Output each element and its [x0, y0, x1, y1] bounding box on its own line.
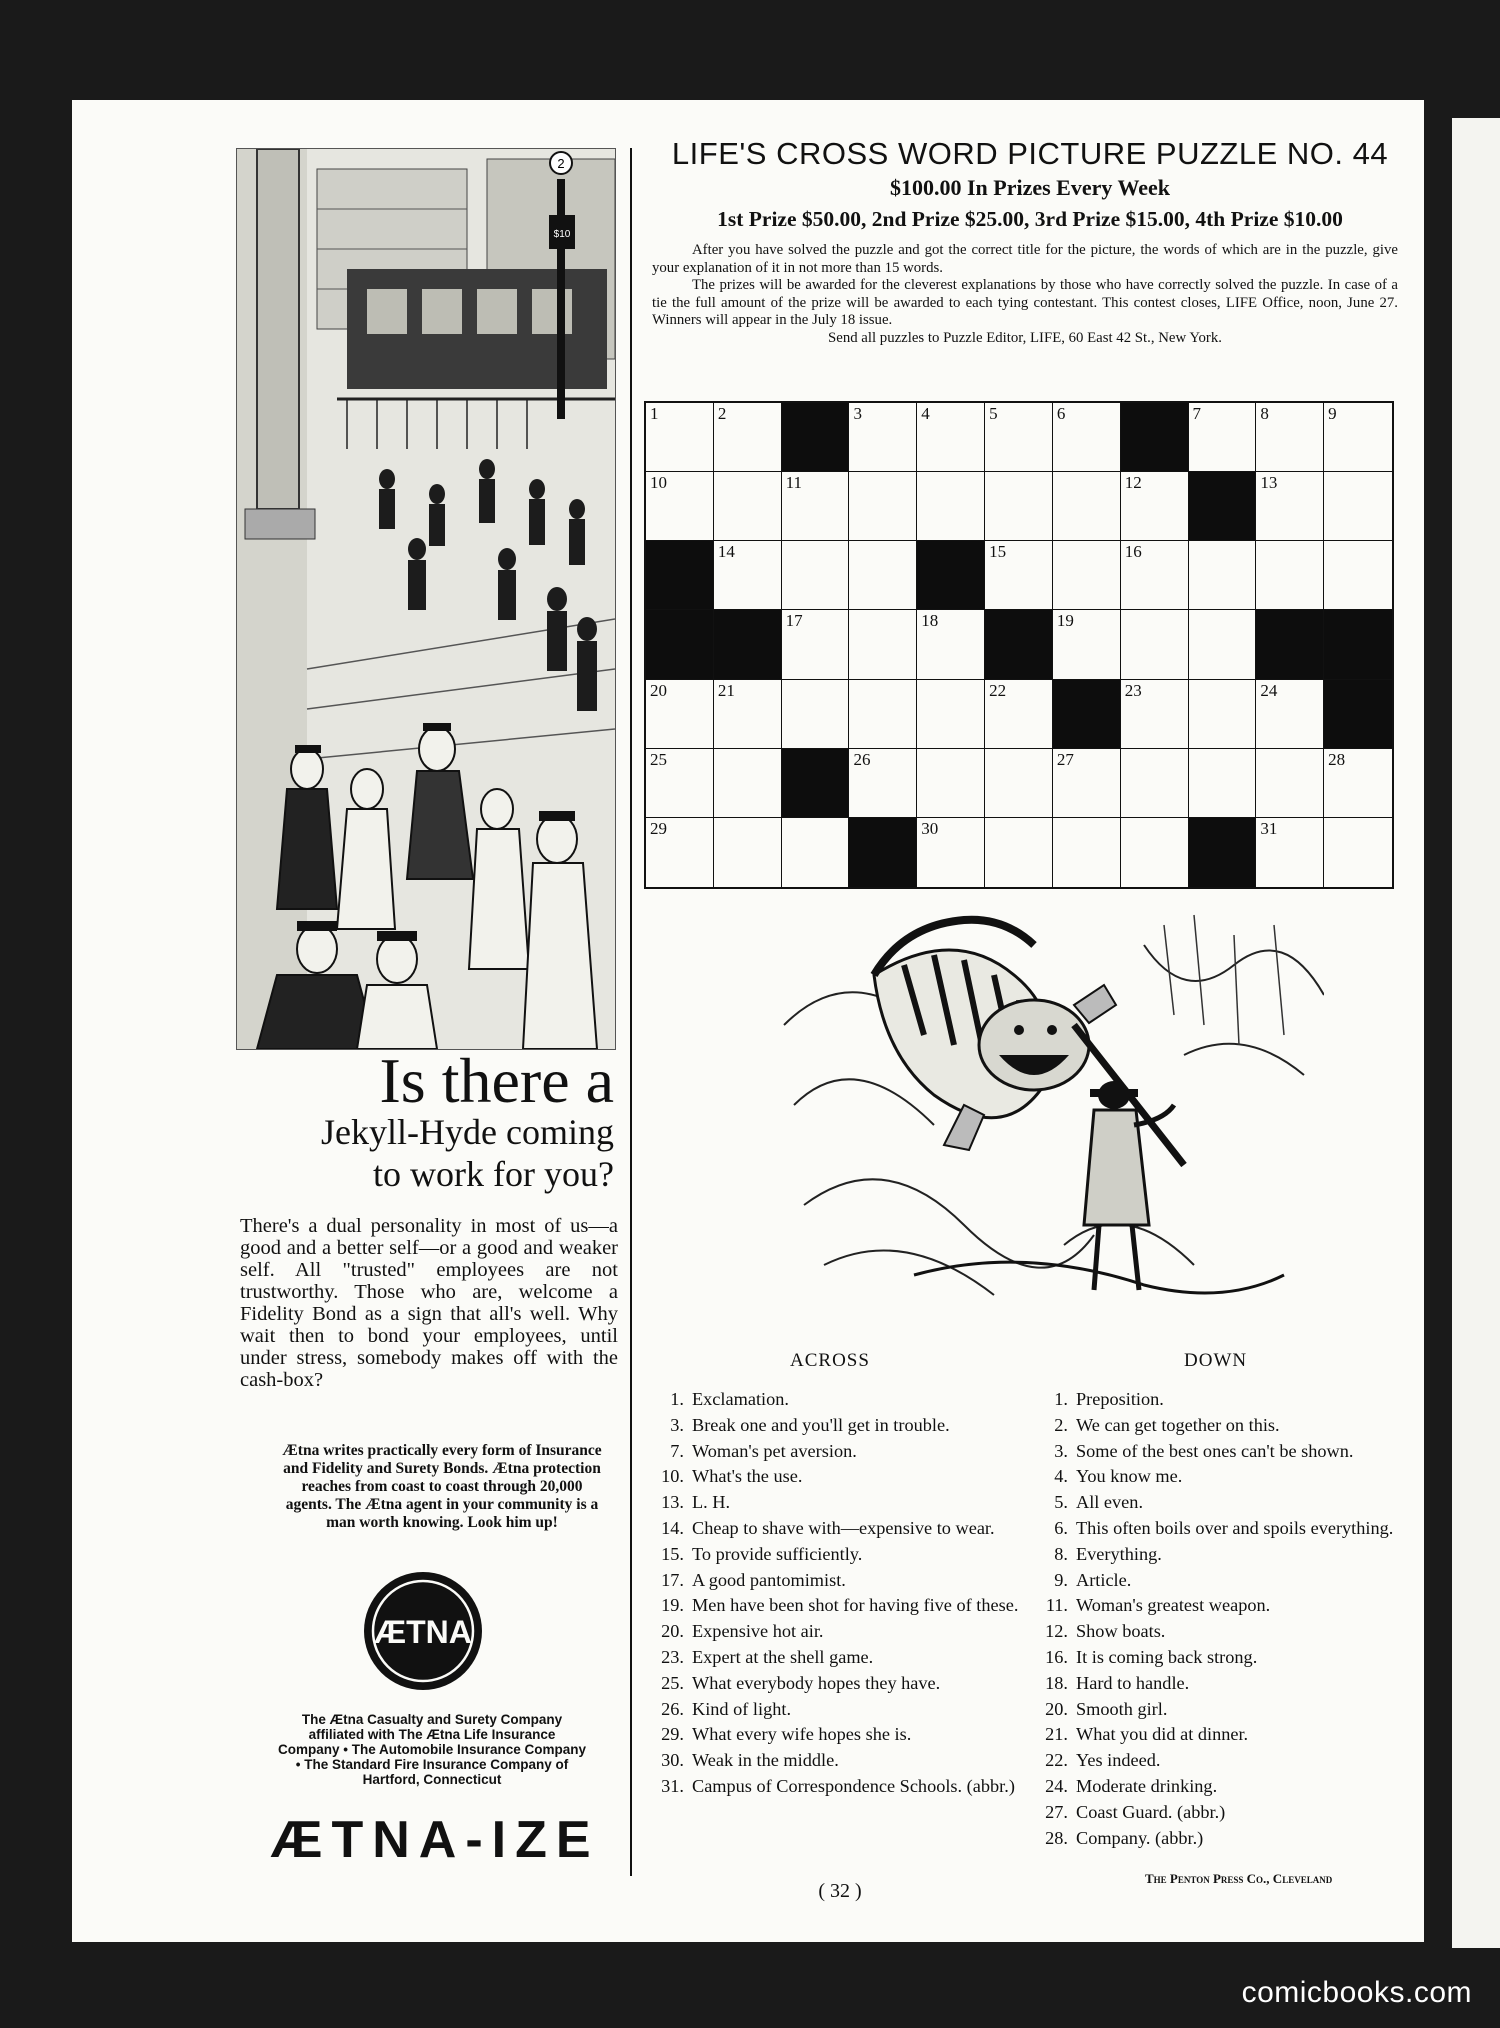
grid-cell-number: 28: [1328, 749, 1346, 769]
down-heading: DOWN: [1184, 1350, 1248, 1371]
grid-cell-number: 21: [717, 680, 735, 700]
clue-text: L. H.: [692, 1492, 731, 1513]
clue-number: 28.: [1045, 1827, 1068, 1848]
grid-cell-number: 30: [921, 818, 939, 838]
clue-number: 27.: [1045, 1801, 1068, 1822]
across-clue: [646, 1464, 1024, 1490]
grid-cell[interactable]: [917, 610, 985, 679]
clue-text: Moderate drinking.: [1076, 1775, 1218, 1796]
down-clue: [1030, 1464, 1410, 1490]
clue-text: You know me.: [1076, 1466, 1183, 1487]
down-clue: [1030, 1748, 1410, 1774]
across-clue: [646, 1439, 1024, 1465]
across-clues: [646, 1387, 1024, 1800]
grid-cell[interactable]: [714, 749, 782, 818]
clue-number: 6.: [1054, 1517, 1068, 1538]
across-clue: [646, 1697, 1024, 1723]
grid-cell[interactable]: [714, 403, 782, 472]
down-clue: [1030, 1593, 1410, 1619]
grid-black-square: [1324, 680, 1392, 749]
clue-number: 24.: [1045, 1775, 1068, 1796]
across-clue: [646, 1387, 1024, 1413]
grid-cell[interactable]: [1189, 403, 1257, 472]
grid-cell-number: 29: [650, 818, 667, 838]
across-clue: [646, 1593, 1024, 1619]
grid-cell-number: 4: [921, 404, 930, 423]
ad-body-copy: There's a dual personality in most of us—a good and a better self—or a good and weaker self. All "trusted" employees are not trustworthy. Those who are, welcome a Fidelity Bond as a sign that all's well. Why wait then to bond your employees, until under stress, somebody makes off with the cash-box?: [240, 1215, 618, 1391]
clue-number: 20.: [1045, 1698, 1068, 1719]
clue-number: 7.: [670, 1440, 684, 1461]
clue-text: Expert at the shell game.: [692, 1646, 874, 1667]
down-clue: [1030, 1542, 1410, 1568]
puzzle-title: LIFE'S CROSS WORD PICTURE PUZZLE NO. 44: [671, 136, 1389, 171]
grid-cell-number: 31: [1260, 818, 1278, 838]
grid-cell[interactable]: [849, 403, 917, 472]
logo-text: ÆTNA: [374, 1614, 472, 1650]
grid-cell[interactable]: [1324, 818, 1392, 887]
grid-black-square: [1189, 472, 1257, 541]
grid-cell[interactable]: [714, 541, 782, 610]
ad-secondary-copy: Ætna writes practically every form of Insurance and Fidelity and Surety Bonds. Ætna protection reaches from coast to coast through 20,000 agents. The Ætna agent in your community is a man worth knowing. Look him up!: [282, 1442, 602, 1531]
clue-number: 25.: [661, 1672, 684, 1693]
grid-cell-number: 25: [650, 749, 667, 769]
grid-cell[interactable]: [1121, 680, 1189, 749]
grid-black-square: [714, 610, 782, 679]
clue-number: 1.: [670, 1389, 684, 1409]
grid-black-square: [1189, 818, 1257, 887]
down-clue: [1030, 1800, 1410, 1826]
across-clue: [646, 1671, 1024, 1697]
grid-cell[interactable]: [1053, 749, 1121, 818]
clue-text: Article.: [1076, 1569, 1132, 1590]
clue-text: A good pantomimist.: [692, 1569, 846, 1590]
across-clue: [646, 1645, 1024, 1671]
clue-text: Campus of Correspondence Schools. (abbr.): [692, 1775, 1015, 1796]
clue-text: To provide sufficiently.: [692, 1543, 863, 1564]
clue-number: 23.: [661, 1646, 684, 1667]
grid-cell[interactable]: [917, 749, 985, 818]
grid-cell[interactable]: [782, 610, 850, 679]
grid-cell[interactable]: [1189, 610, 1257, 679]
grid-cell-number: 10: [650, 473, 667, 493]
clue-number: 26.: [661, 1698, 684, 1719]
ad-headline-line-2: Jekyll-Hyde coming: [321, 1112, 614, 1152]
across-clue: [646, 1748, 1024, 1774]
grid-cell[interactable]: [1189, 749, 1257, 818]
clue-text: Company. (abbr.): [1076, 1827, 1204, 1848]
clue-text: Exclamation.: [692, 1389, 789, 1409]
clue-text: What everybody hopes they have.: [692, 1672, 941, 1693]
clue-text: Break one and you'll get in trouble.: [692, 1414, 950, 1435]
clue-number: 30.: [661, 1750, 684, 1771]
puzzle-prize-breakdown: 1st Prize $50.00, 2nd Prize $25.00, 3rd Prize $15.00, 4th Prize $10.00: [717, 207, 1343, 231]
ad-illustration: [236, 148, 616, 1050]
grid-cell-number: 6: [1056, 404, 1066, 423]
clue-text: What's the use.: [692, 1466, 803, 1487]
clue-number: 2.: [1054, 1414, 1068, 1435]
grid-black-square: [849, 818, 917, 887]
grid-cell[interactable]: [1189, 541, 1257, 610]
clue-text: Woman's greatest weapon.: [1076, 1595, 1271, 1616]
grid-cell[interactable]: [1053, 818, 1121, 887]
grid-cell-number: 18: [921, 611, 939, 631]
clue-number: 20.: [661, 1621, 684, 1642]
down-clue: [1030, 1722, 1410, 1748]
grid-black-square: [782, 403, 850, 472]
down-clues: [1030, 1387, 1410, 1851]
grid-cell[interactable]: [849, 472, 917, 541]
clue-text: Show boats.: [1076, 1621, 1166, 1642]
clue-text: Hard to handle.: [1076, 1672, 1190, 1693]
grid-black-square: [985, 610, 1053, 679]
grid-black-square: [917, 541, 985, 610]
clue-number: 21.: [1045, 1724, 1068, 1745]
across-clue: [646, 1490, 1024, 1516]
clue-number: 17.: [661, 1569, 684, 1590]
grid-cell[interactable]: [646, 818, 714, 887]
grid-cell[interactable]: [985, 541, 1053, 610]
grid-cell[interactable]: [1121, 610, 1189, 679]
clue-number: 10.: [661, 1466, 684, 1487]
page-number: ( 32 ): [818, 1880, 862, 1902]
clue-number: 8.: [1054, 1543, 1068, 1564]
instructions-paragraph-1: After you have solved the puzzle and got the correct title for the picture, the words of which are in the puzzle, give your explanation of it in not more than 15 words.: [652, 242, 1398, 276]
aetna-logo-icon: [362, 1570, 484, 1692]
clue-number: 29.: [661, 1724, 684, 1745]
puzzle-picture: [764, 905, 1324, 1315]
across-clue: [646, 1568, 1024, 1594]
grid-cell-number: 9: [1328, 404, 1337, 423]
ad-headline-line-3: to work for you?: [373, 1154, 614, 1194]
grid-cell-number: 2: [717, 404, 727, 423]
grid-cell-number: 20: [650, 680, 667, 700]
grid-cell-number: 16: [1124, 542, 1142, 562]
grid-black-square: [646, 541, 714, 610]
grid-cell[interactable]: [1189, 680, 1257, 749]
across-clue: [646, 1516, 1024, 1542]
ad-slogan: ÆTNA-IZE: [270, 1811, 600, 1869]
ad-headline-line-1: Is there a: [379, 1045, 614, 1116]
down-clue: [1030, 1697, 1410, 1723]
clue-number: 4.: [1054, 1466, 1068, 1487]
across-clue: [646, 1413, 1024, 1439]
grid-cell[interactable]: [1256, 749, 1324, 818]
across-heading: ACROSS: [790, 1350, 870, 1371]
clue-number: 19.: [661, 1595, 684, 1616]
grid-cell[interactable]: [917, 818, 985, 887]
grid-cell[interactable]: [646, 680, 714, 749]
grid-cell[interactable]: [1256, 472, 1324, 541]
grid-cell-number: 27: [1056, 749, 1074, 769]
crossword-grid: [644, 401, 1394, 889]
site-watermark: comicbooks.com: [1241, 1976, 1472, 2009]
clue-text: Some of the best ones can't be shown.: [1076, 1440, 1354, 1461]
across-clue: [646, 1774, 1024, 1800]
grid-cell-number: 12: [1124, 473, 1142, 493]
down-clue: [1030, 1387, 1410, 1413]
grid-cell-number: 3: [853, 404, 862, 423]
send-address: Send all puzzles to Puzzle Editor, LIFE, 60 East 42 St., New York.: [828, 329, 1222, 346]
clue-text: Cheap to shave with—expensive to wear.: [692, 1517, 995, 1538]
grid-cell[interactable]: [782, 818, 850, 887]
grid-cell-number: 26: [853, 749, 871, 769]
grid-cell[interactable]: [849, 749, 917, 818]
puzzle-prize-total: $100.00 In Prizes Every Week: [889, 175, 1171, 200]
grid-cell-number: 14: [717, 542, 735, 562]
clue-text: Preposition.: [1076, 1389, 1164, 1409]
clue-number: 22.: [1045, 1750, 1068, 1771]
grid-cell-number: 17: [785, 611, 803, 631]
grid-cell[interactable]: [917, 680, 985, 749]
grid-cell[interactable]: [849, 541, 917, 610]
clue-number: 14.: [661, 1517, 684, 1538]
clue-text: What every wife hopes she is.: [692, 1724, 912, 1745]
grid-cell[interactable]: [1053, 610, 1121, 679]
clue-text: Coast Guard. (abbr.): [1076, 1801, 1226, 1822]
clue-text: Everything.: [1076, 1543, 1162, 1564]
printer-credit: The Penton Press Co., Cleveland: [1145, 1871, 1333, 1886]
grid-cell-number: 8: [1260, 404, 1269, 423]
grid-cell[interactable]: [1256, 541, 1324, 610]
clue-text: We can get together on this.: [1076, 1414, 1280, 1435]
grid-cell[interactable]: [646, 472, 714, 541]
clue-text: Smooth girl.: [1076, 1698, 1168, 1719]
across-clue: [646, 1619, 1024, 1645]
grid-cell[interactable]: [782, 680, 850, 749]
grid-cell[interactable]: [1121, 818, 1189, 887]
ad-company-footer: The Ætna Casualty and Surety Company affiliated with The Ætna Life Insurance Company • The Automobile Insurance Company • The Standard Fire Insurance Company of Hartford, Connecticut: [278, 1712, 587, 1787]
clue-number: 1.: [1054, 1389, 1068, 1409]
down-clue: [1030, 1413, 1410, 1439]
grid-cell[interactable]: [985, 472, 1053, 541]
grid-cell[interactable]: [1324, 403, 1392, 472]
grid-cell-number: 11: [785, 473, 802, 493]
grid-cell[interactable]: [1324, 472, 1392, 541]
grid-black-square: [646, 610, 714, 679]
across-clue: [646, 1722, 1024, 1748]
grid-cell[interactable]: [985, 749, 1053, 818]
column-divider: [630, 148, 632, 1876]
ad-headline: [230, 1045, 614, 1195]
down-clue: [1030, 1568, 1410, 1594]
grid-cell[interactable]: [1053, 541, 1121, 610]
price-sign: $10: [553, 229, 571, 240]
clue-number: 18.: [1045, 1672, 1068, 1693]
grid-black-square: [1324, 610, 1392, 679]
grid-cell[interactable]: [1324, 541, 1392, 610]
grid-black-square: [782, 749, 850, 818]
clue-number: 9.: [1054, 1569, 1068, 1590]
grid-cell-number: 13: [1260, 473, 1278, 493]
clue-text: Kind of light.: [692, 1698, 792, 1719]
grid-cell[interactable]: [985, 680, 1053, 749]
clue-text: Weak in the middle.: [692, 1750, 839, 1771]
clue-number: 16.: [1045, 1646, 1068, 1667]
clue-number: 31.: [661, 1775, 684, 1796]
down-clue: [1030, 1645, 1410, 1671]
clue-number: 11.: [1045, 1595, 1068, 1616]
grid-cell[interactable]: [849, 610, 917, 679]
grid-cell[interactable]: [849, 680, 917, 749]
grid-cell[interactable]: [1121, 541, 1189, 610]
down-clue: [1030, 1490, 1410, 1516]
grid-cell[interactable]: [646, 749, 714, 818]
clue-number: 5.: [1054, 1492, 1068, 1513]
clue-number: 15.: [661, 1543, 684, 1564]
platform-sign-number: 2: [557, 156, 565, 171]
grid-cell[interactable]: [917, 403, 985, 472]
grid-cell-number: 19: [1056, 611, 1074, 631]
grid-cell[interactable]: [714, 472, 782, 541]
down-clue: [1030, 1516, 1410, 1542]
next-page-edge: [1452, 118, 1500, 1948]
grid-cell[interactable]: [1053, 403, 1121, 472]
grid-black-square: [1256, 610, 1324, 679]
grid-cell[interactable]: [1121, 749, 1189, 818]
clue-text: All even.: [1076, 1492, 1144, 1513]
grid-cell[interactable]: [1256, 680, 1324, 749]
grid-cell[interactable]: [646, 403, 714, 472]
grid-cell-number: 22: [989, 680, 1007, 700]
clue-number: 3.: [670, 1414, 684, 1435]
down-clue: [1030, 1826, 1410, 1852]
clue-text: Yes indeed.: [1076, 1750, 1161, 1771]
down-clue: [1030, 1774, 1410, 1800]
grid-cell[interactable]: [1256, 403, 1324, 472]
across-clue: [646, 1542, 1024, 1568]
grid-cell-number: 1: [650, 404, 659, 423]
grid-cell[interactable]: [714, 818, 782, 887]
down-clue: [1030, 1619, 1410, 1645]
grid-cell-number: 24: [1260, 680, 1278, 700]
grid-cell[interactable]: [1256, 818, 1324, 887]
puzzle-instructions: [652, 242, 1398, 347]
clue-text: This often boils over and spoils everything.: [1076, 1517, 1394, 1538]
down-clue: [1030, 1439, 1410, 1465]
grid-cell[interactable]: [782, 472, 850, 541]
grid-cell-number: 23: [1124, 680, 1142, 700]
grid-cell[interactable]: [714, 680, 782, 749]
clue-text: Expensive hot air.: [692, 1621, 824, 1642]
clue-text: It is coming back strong.: [1076, 1646, 1258, 1667]
grid-cell[interactable]: [985, 818, 1053, 887]
clue-text: Woman's pet aversion.: [692, 1440, 857, 1461]
clue-text: What you did at dinner.: [1076, 1724, 1249, 1745]
grid-cell[interactable]: [1324, 749, 1392, 818]
grid-cell[interactable]: [782, 541, 850, 610]
grid-cell-number: 15: [989, 542, 1007, 562]
grid-cell[interactable]: [1121, 472, 1189, 541]
grid-cell-number: 5: [989, 404, 998, 423]
instructions-paragraph-2: The prizes will be awarded for the cleverest explanations by those who have correctly solved the puzzle. In case of a tie the full amount of the prize will be awarded to each tying contestant. This contest closes, LIFE Office, noon, June 27. Winners will appear in the July 18 issue.: [652, 277, 1398, 328]
clue-number: 13.: [661, 1492, 684, 1513]
clue-number: 3.: [1054, 1440, 1068, 1461]
grid-cell[interactable]: [917, 472, 985, 541]
grid-black-square: [1121, 403, 1189, 472]
grid-cell[interactable]: [1053, 472, 1121, 541]
down-clue: [1030, 1671, 1410, 1697]
clue-number: 12.: [1045, 1621, 1068, 1642]
grid-cell[interactable]: [985, 403, 1053, 472]
grid-black-square: [1053, 680, 1121, 749]
grid-cell-number: 7: [1192, 404, 1202, 423]
clue-text: Men have been shot for having five of these.: [692, 1595, 1019, 1616]
